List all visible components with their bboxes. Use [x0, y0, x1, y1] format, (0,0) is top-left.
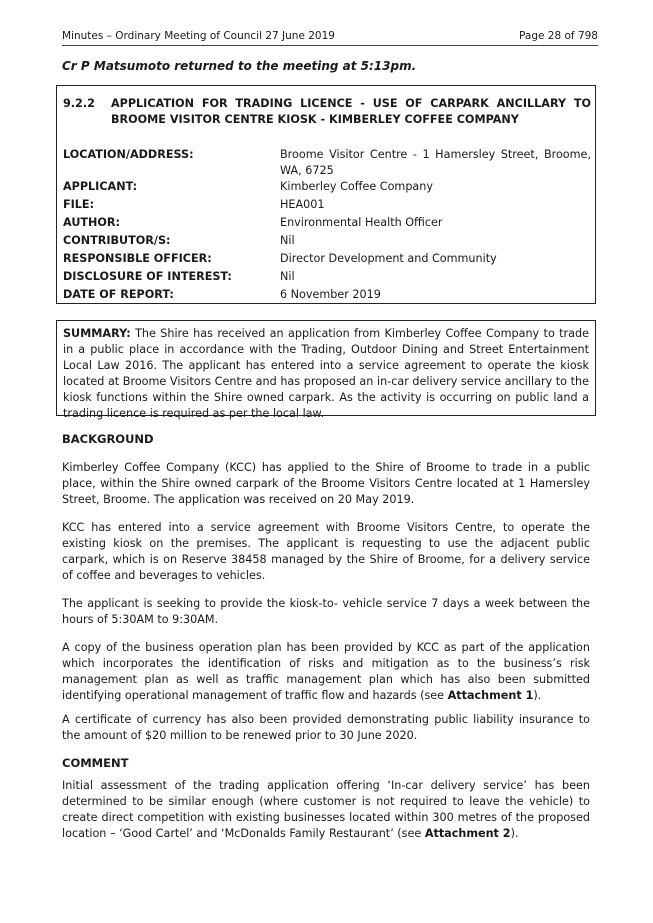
- return-note: Cr P Matsumoto returned to the meeting at 5:13pm.: [62, 59, 417, 73]
- summary-box: [56, 320, 596, 420]
- background-paragraph-4: [62, 640, 590, 704]
- field-label: FILE:: [63, 198, 95, 211]
- field-label: AUTHOR:: [63, 216, 120, 229]
- paragraph-end: ).: [510, 827, 519, 840]
- field-row-responsible-officer: [63, 251, 591, 267]
- item-title: APPLICATION FOR TRADING LICENCE - USE OF CARPARK ANCILLARY TO BROOME VISITOR CENTRE KIOSK - KIMBERLEY COFFEE COMPANY: [111, 97, 591, 126]
- field-label: RESPONSIBLE OFFICER:: [63, 252, 212, 265]
- field-label: APPLICANT:: [63, 180, 138, 193]
- background-paragraph-5: A certificate of currency has also been provided demonstrating public liability insurance to the amount of $20 million to be renewed prior to 30 June 2020.: [62, 713, 590, 742]
- field-row-file: [63, 197, 591, 213]
- background-heading: BACKGROUND: [62, 432, 154, 446]
- header-meeting-title: Minutes – Ordinary Meeting of Council 27 June 2019: [62, 30, 335, 42]
- field-row-contributors: [63, 233, 591, 249]
- comment-paragraph: [62, 778, 590, 842]
- field-row-author: [63, 215, 591, 231]
- page-header: [62, 30, 598, 46]
- field-value: Environmental Health Officer: [280, 216, 443, 229]
- field-row-location: [63, 147, 591, 179]
- summary-label: SUMMARY:: [63, 327, 131, 340]
- background-paragraph-2: KCC has entered into a service agreement with Broome Visitors Centre, to operate the existing kiosk on the premises. The applicant is requesting to use the adjacent public carpark, which is on Reserve 38458 managed by the Shire of Broome, for a delivery service of coffee and beverages to vehicles.: [62, 521, 590, 582]
- field-row-applicant: [63, 179, 591, 195]
- field-label: DISCLOSURE OF INTEREST:: [63, 270, 232, 283]
- comment-heading: COMMENT: [62, 756, 129, 770]
- header-page-number: Page 28 of 798: [519, 30, 598, 42]
- attachment-1-reference: Attachment 1: [447, 689, 534, 702]
- field-label: LOCATION/ADDRESS:: [63, 148, 194, 161]
- item-info-box: [56, 85, 596, 304]
- summary-text: The Shire has received an application from Kimberley Coffee Company to trade in a public place in accordance with the Trading, Outdoor Dining and Street Entertainment Local Law 2016. The applicant has entered into a service agreement to operate the kiosk located at Broome Visitors Centre and has proposed an in-car delivery service ancillary to the kiosk functions within the Shire owned carpark. As the activity is occurring on public land a trading licence is required as per the local law.: [63, 327, 589, 420]
- field-label: CONTRIBUTOR/S:: [63, 234, 171, 247]
- paragraph-text: Initial assessment of the trading application offering ‘In-car delivery service’ has been determined to be similar enough (where customer is not required to leave the vehicle) to create direct competition with existing businesses located within 300 metres of the proposed location – ‘Good Cartel’ and ‘McDonalds Family Restaurant’ (see: [62, 779, 590, 840]
- field-value: Broome Visitor Centre - 1 Hamersley Street, Broome, WA, 6725: [280, 148, 591, 177]
- paragraph-end: ).: [533, 689, 542, 702]
- field-value: Director Development and Community: [280, 252, 497, 265]
- item-heading: [63, 96, 591, 128]
- field-value: HEA001: [280, 198, 325, 211]
- background-paragraph-1: Kimberley Coffee Company (KCC) has applied to the Shire of Broome to trade in a public place, within the Shire owned carpark of the Broome Visitors Centre located at 1 Hamersley Street, Broome. The application was received on 20 May 2019.: [62, 461, 590, 506]
- field-label: DATE OF REPORT:: [63, 288, 174, 301]
- field-row-disclosure: [63, 269, 591, 285]
- field-value: Nil: [280, 270, 295, 283]
- paragraph-text: A copy of the business operation plan has been provided by KCC as part of the application which incorporates the identification of risks and mitigation as to the business’s risk management plan as well as traffic management plan which has also been submitted identifying operational management of traffic flow and hazards (see: [62, 641, 590, 702]
- field-value: 6 November 2019: [280, 288, 381, 301]
- field-value: Kimberley Coffee Company: [280, 180, 434, 193]
- field-value: Nil: [280, 234, 295, 247]
- item-number: 9.2.2: [63, 97, 95, 110]
- attachment-2-reference: Attachment 2: [424, 827, 511, 840]
- background-paragraph-3: The applicant is seeking to provide the kiosk-to- vehicle service 7 days a week between the hours of 5:30AM to 9:30AM.: [62, 597, 590, 626]
- field-row-date: [63, 287, 591, 303]
